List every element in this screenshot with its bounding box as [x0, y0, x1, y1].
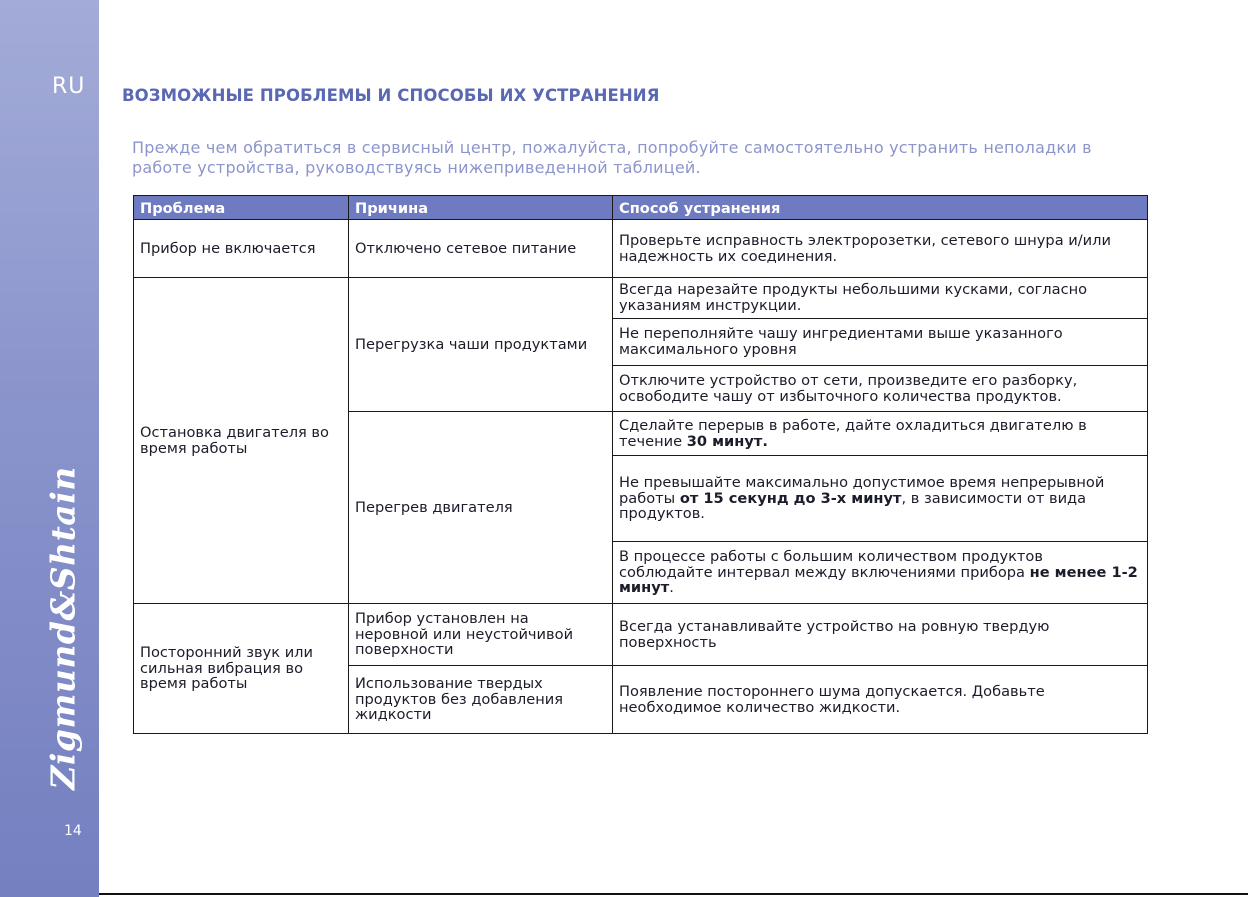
- page-title: ВОЗМОЖНЫЕ ПРОБЛЕМЫ И СПОСОБЫ ИХ УСТРАНЕНИЯ: [122, 86, 660, 105]
- sidebar: [0, 0, 99, 897]
- header-cause: Причина: [349, 196, 613, 220]
- table-header-row: [134, 196, 1148, 220]
- problem-cell: Посторонний звук или сильная вибрация во время работы: [134, 604, 349, 734]
- remedy-cell: [613, 278, 1148, 319]
- header-remedy: Способ устранения: [613, 196, 1148, 220]
- cause-cell: Прибор установлен на неровной или неустойчивой поверхности: [349, 604, 613, 666]
- remedy-text: Не переполняйте чашу ингредиентами выше указанного максимального уровня: [619, 325, 1063, 358]
- header-problem: Проблема: [134, 196, 349, 220]
- brand-logo: Zigmund&Shtain: [43, 466, 83, 790]
- remedy-text: Отключите устройство от сети, произведите его разборку, освободите чашу от избыточного количества продуктов.: [619, 371, 1078, 405]
- remedy-cell: [613, 604, 1148, 666]
- remedy-cell: [613, 456, 1148, 542]
- remedy-emphasis: не менее 1-2 минут: [619, 563, 1138, 597]
- remedy-emphasis: 30 минут.: [686, 432, 768, 450]
- cause-cell: Использование твердых продуктов без добавления жидкости: [349, 666, 613, 734]
- problem-cell: Остановка двигателя во время работы: [134, 278, 349, 604]
- intro-text: Прежде чем обратиться в сервисный центр, пожалуйста, попробуйте самостоятельно устранить неполадки в работе устройства, руководствуясь нижеприведенной таблицей.: [132, 138, 1092, 177]
- remedy-cell: [613, 319, 1148, 366]
- table-row: [134, 604, 1148, 666]
- remedy-text: Проверьте исправность электророзетки, сетевого шнура и/или надежность их соединения.: [619, 231, 1111, 265]
- cause-cell: Перегрев двигателя: [349, 412, 613, 604]
- remedy-text: Появление постороннего шума допускается. Добавьте необходимое количество жидкости.: [619, 682, 1045, 716]
- problem-cell: Прибор не включается: [134, 220, 349, 278]
- remedy-text: Не превышайте максимально допустимое время непрерывной работы: [619, 474, 1105, 507]
- remedy-text: Всегда устанавливайте устройство на ровную твердую поверхность: [619, 617, 1050, 651]
- remedy-cell: [613, 542, 1148, 604]
- language-label: RU: [52, 74, 86, 99]
- remedy-emphasis: от 15 секунд до 3-х минут: [679, 489, 902, 507]
- remedy-text: Всегда нарезайте продукты небольшими кусками, согласно указаниям инструкции.: [619, 281, 1088, 314]
- troubleshooting-table: [133, 195, 1148, 734]
- remedy-cell: [613, 412, 1148, 456]
- bottom-divider: [99, 893, 1248, 895]
- remedy-text: .: [669, 579, 674, 597]
- cause-cell: Перегрузка чаши продуктами: [349, 278, 613, 412]
- table-row: [134, 278, 1148, 319]
- cause-cell: Отключено сетевое питание: [349, 220, 613, 278]
- page-number: 14: [64, 823, 82, 839]
- remedy-text: Сделайте перерыв в работе, дайте охладиться двигателю в течение: [619, 416, 1087, 450]
- table-row: [134, 220, 1148, 278]
- remedy-text: , в зависимости от вида продуктов.: [619, 489, 1087, 523]
- remedy-cell: [613, 366, 1148, 412]
- remedy-cell: [613, 666, 1148, 734]
- remedy-text: В процессе работы с большим количеством продуктов соблюдайте интервал между включениями прибора: [619, 548, 1043, 581]
- remedy-cell: [613, 220, 1148, 278]
